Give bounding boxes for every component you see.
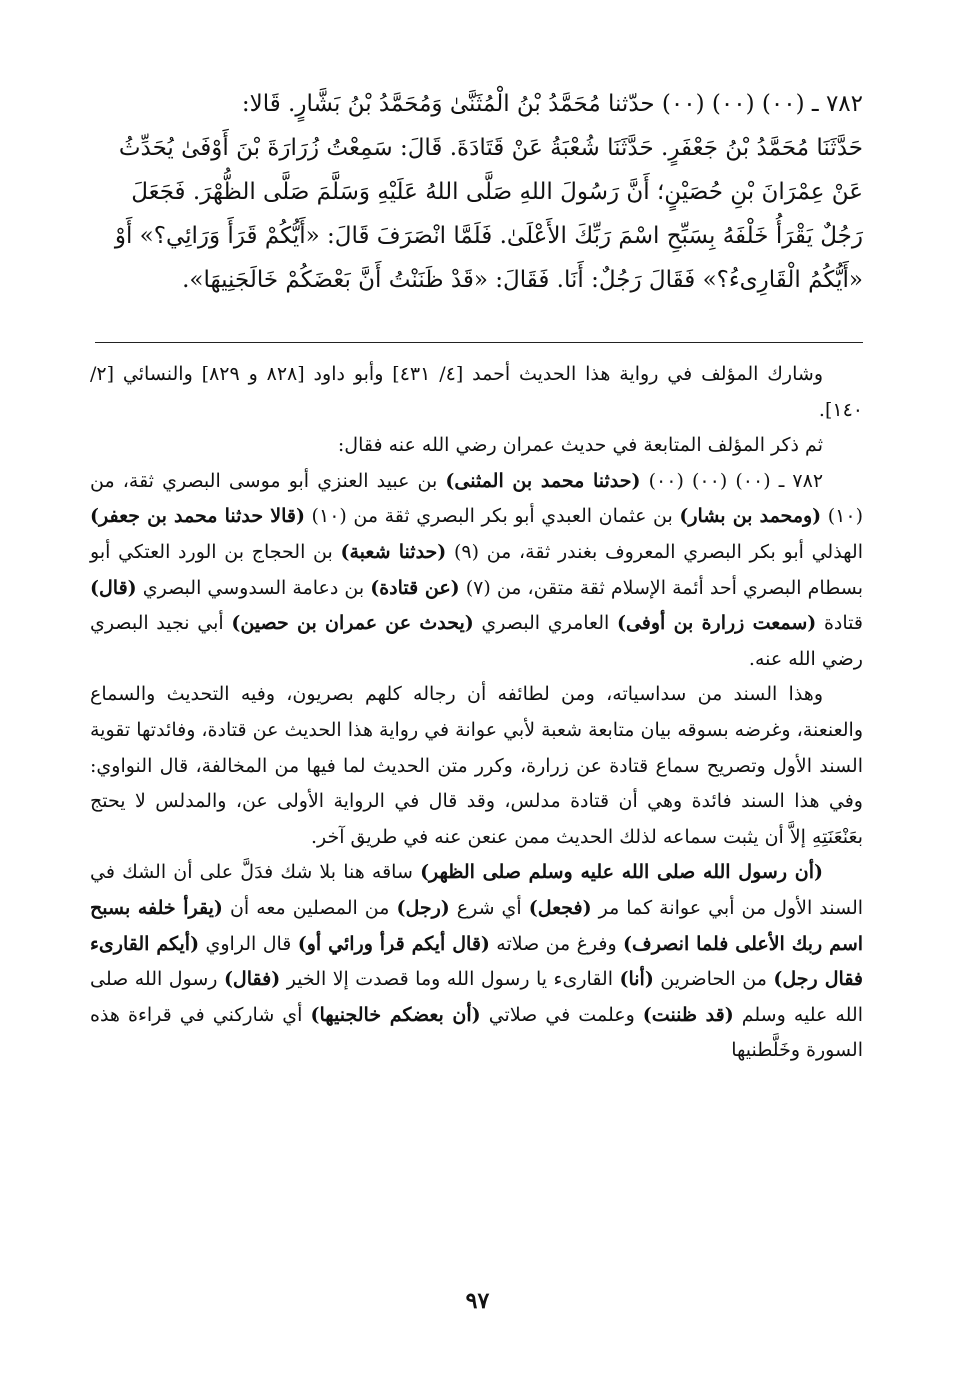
bold-run: (أن بعضكم خالجنيها) — [310, 1003, 481, 1026]
text-run: أي شرع — [449, 896, 529, 919]
bold-run: (أنا) — [619, 968, 654, 991]
bold-run: (قال أيكم قرأ ورائي أو) — [297, 932, 490, 955]
text-run: أي شاركني في قراءة هذه السورة وخَلَّطنيها — [90, 1003, 863, 1062]
bold-run: (أيكم القارىء فقال رجل) — [90, 932, 864, 991]
commentary-paragraph — [90, 855, 863, 1069]
commentary-paragraph — [90, 464, 863, 678]
text-run: العامري البصري — [473, 612, 617, 635]
text-run: قتادة — [816, 612, 863, 635]
bold-run: (سمعت زرارة بن أوفى) — [616, 612, 817, 635]
bold-run: (فجعل) — [528, 896, 592, 919]
bold-run: (يحدث عن عمران بن حصين) — [231, 612, 474, 635]
text-run: بن دعامة السدوسي البصري — [136, 576, 371, 599]
hadith-line: رَجُلٌ يَقْرَأُ خَلْفَهُ بِسَبِّحِ اسْمَ رَبِّكَ الأَعْلَىٰ. فَلَمَّا انْصَرَفَ قَالَ: «أَيُّكُمْ قَرَأَ وَرَائِي؟» أَوْ — [114, 223, 863, 249]
bold-run: (عن قتادة) — [370, 576, 460, 599]
footnote-separator — [95, 342, 863, 343]
hadith-line: «أَيُّكُمُ الْقَارِىءُ؟» فَقَالَ رَجُلٌ: أَنَا. فَقَالَ: «قَدْ ظَنَنْتُ أَنَّ بَعْضَكُمْ خَالَجَنِيهَا». — [182, 267, 863, 293]
bold-run: (قد ظننت) — [642, 1003, 734, 1026]
commentary — [90, 357, 863, 1069]
page-number: ٩٧ — [465, 1288, 490, 1314]
bold-run: (يقرأ خلفه بسبح اسم ربك الأعلى فلما انصرف) — [90, 896, 864, 955]
text-run: القارىء يا رسول الله وما قصدت إلا الخير — [280, 968, 620, 991]
text-run: من الحاضرين — [653, 968, 774, 991]
bold-run: (حدثنا شعبة) — [340, 540, 447, 563]
text-run: من المصلين معه أن — [222, 896, 397, 919]
commentary-paragraph: وشارك المؤلف في رواية هذا الحديث أحمد [٤/ ٤٣١] وأبو داود [٨٢٨ و ٨٢٩] والنسائي [٢/ ١٤٠]. — [90, 363, 863, 421]
text-run: رسول الله صلى الله عليه وسلم — [90, 968, 863, 1026]
bold-run: (فقال) — [223, 968, 281, 991]
text-run: قال الراوي — [199, 932, 298, 955]
hadith-line: حَدَّثَنَا مُحَمَّدُ بْنُ جَعْفَرٍ. حَدَّثَنَا شُعْبَةُ عَنْ قَتَادَةَ. قَالَ: سَمِعْتُ زُرَارَةَ بْنَ أَوْفَىٰ يُحَدِّثُ — [118, 135, 863, 161]
text-run: بن عبيد العنزي أبو موسى البصري ثقة، من (١٠) — [90, 469, 864, 528]
bold-run: (أن رسول الله صلى الله عليه وسلم صلى الظهر) — [420, 861, 823, 884]
text-run: بن عثمان العبدي أبو بكر البصري ثقة من (١٠) — [304, 505, 680, 528]
hadith-text — [90, 82, 863, 302]
commentary-paragraph: وهذا السند من سداسياته، ومن لطائفه أن رجاله كلهم بصريون، وفيه التحديث والسماع والعنعنة، وغرضه بسوقه بيان متابعة شعبة لأبي عوانة في رواية هذا الحديث عن قتادة، وفائدتها تقوية السند الأول وتصريح سماع قتادة عن زرارة، وكرر متن الحديث لما فيها من المخالفة، قال النواوي: وفي هذا السند فائدة وهي أن قتادة مدلس، وقد قال في الرواية الأولى عن، والمدلس لا يحتج بعَنْعَنَتِهِ إلاَّ أن يثبت سماعه لذلك الحديث ممن عنعن عنه في طريق آخر. — [90, 683, 863, 848]
bold-run: (رجل) — [396, 896, 450, 919]
text-run: وفرغ من صلاته — [489, 932, 624, 955]
text-run: ٧٨٢ ـ (٠٠) (٠٠) (٠٠) — [640, 469, 824, 492]
text-run: الهذلي أبو بكر البصري المعروف بغندر ثقة، من (٩) — [446, 540, 864, 563]
text-run: ساقه هنا بلا شك فدَلَّ على أن الشك في السند الأول من أبي عوانة كما مر — [90, 861, 864, 919]
hadith-line: ٧٨٢ ـ (٠٠) (٠٠) (٠٠) حدّثنا مُحَمَّدُ بْنُ الْمُثَنَّىٰ وَمُحَمَّدُ بْنُ بَشَّارٍ. قَالا: — [241, 91, 863, 117]
bold-run: (قالا حدثنا محمد بن جعفر) — [90, 505, 305, 528]
text-run: وعلمت في صلاتي — [480, 1003, 643, 1026]
bold-run: (حدثنا محمد بن المثنى) — [445, 469, 641, 492]
bold-run: (ومحمد بن بشار) — [679, 505, 822, 528]
bold-run: (قال) — [90, 576, 137, 599]
text-run: بن الحجاج بن الورد العتكي أبو بسطام البصري أحد أئمة الإسلام ثقة متقن، من (٧) — [90, 540, 864, 599]
hadith-line: عَنْ عِمْرَانَ بْنِ حُصَيْنٍ؛ أَنَّ رَسُولَ اللهِ صَلَّى اللهُ عَلَيْهِ وَسَلَّمَ صَلَّى الظُّهْرَ. فَجَعَلَ — [131, 179, 863, 205]
text-run: أبي نجيد البصري رضي الله عنه. — [90, 612, 863, 670]
commentary-paragraph: ثم ذكر المؤلف المتابعة في حديث عمران رضي الله عنه فقال: — [337, 434, 823, 457]
